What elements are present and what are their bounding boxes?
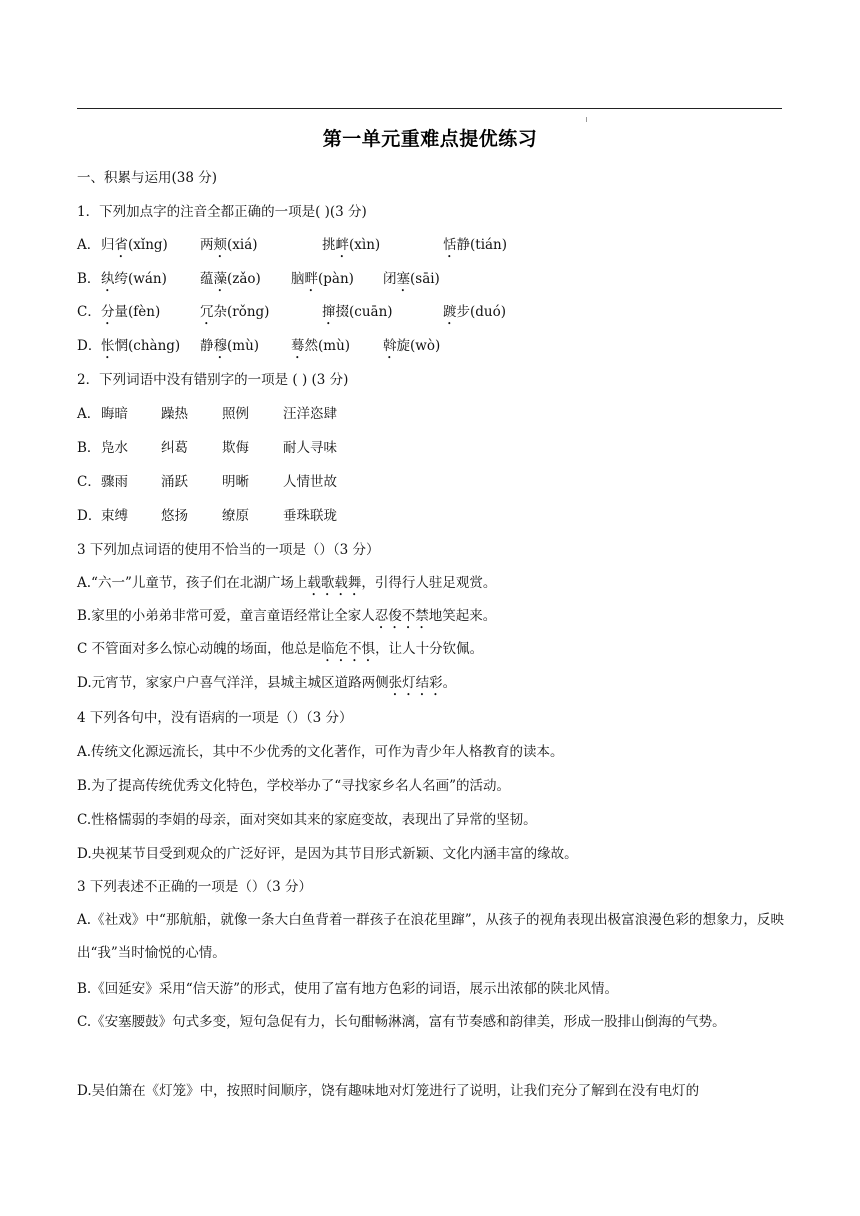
q3-option-d: D.元宵节，家家户户喜气洋洋，县城主城区道路两侧张灯结彩。 <box>77 675 457 691</box>
header-rule <box>77 108 782 109</box>
q1-option-c: C． 分量(fèn) 冗杂(rǒng) 撺掇(cuān) 踱步(duó) <box>77 304 506 320</box>
q4-option-b: B.为了提高传统优秀文化特色，学校举办了“寻找家乡名人名画”的活动。 <box>77 778 511 794</box>
page-title: 第一单元重难点提优练习 <box>322 128 538 150</box>
q2-option-a: A． 晦暗 躁热 照例 汪洋恣肆 <box>77 406 337 422</box>
q5-option-a: A.《社戏》中“那航船，就像一条大白鱼背着一群孩子在浪花里蹿”，从孩子的视角表现出极富浪漫色彩的想象力，反映出“我”当时愉悦的心情。 <box>77 912 784 961</box>
q5-option-b: B.《回延安》采用“信天游”的形式，使用了富有地方色彩的词语，展示出浓郁的陕北风情。 <box>77 981 619 997</box>
q4-option-d: D.央视某节目受到观众的广泛好评，是因为其节目形式新颖、文化内涵丰富的缘故。 <box>77 846 578 862</box>
option-label: B． <box>77 271 101 287</box>
q4-option-a: A.传统文化源远流长，其中不少优秀的文化著作，可作为青少年人格教育的读本。 <box>77 744 564 760</box>
q5-option-d: D.吴伯箫在《灯笼》中，按照时间顺序，饶有趣味地对灯笼进行了说明，让我们充分了解到在没有电灯的 <box>77 1083 700 1099</box>
q5-stem: 3 下列表述不正确的一项是（）（3 分） <box>77 879 313 895</box>
q5-option-c: C.《安塞腰鼓》句式多变，短句急促有力，长句酣畅淋漓，富有节奏感和韵律美，形成一股排山倒海的气势。 <box>77 1014 726 1030</box>
q2-option-b: B． 凫水 纠葛 欺侮 耐人寻味 <box>77 440 337 456</box>
header-tick-mark <box>586 117 587 122</box>
q1-option-a: A． 归省(xǐng) 两颊(xiá) 挑衅(xìn) 恬静(tián) <box>77 237 508 253</box>
q4-option-c: C.性格懦弱的李娟的母亲，面对突如其来的家庭变故，表现出了异常的坚韧。 <box>77 812 537 828</box>
q3-option-b: B.家里的小弟弟非常可爱，童言童语经常让全家人忍俊不禁地笑起来。 <box>77 608 497 624</box>
q1-option-d: D． 怅惘(chàng) 静穆(mù) 蓦然(mù) 斡旋(wò) <box>77 338 441 354</box>
option-label: C． <box>77 304 101 320</box>
q1-stem: 1．下列加点字的注音全都正确的一项是( )(3 分) <box>77 204 367 220</box>
q4-stem: 4 下列各句中，没有语病的一项是（）（3 分） <box>77 710 353 726</box>
section-heading: 一、积累与运用(38 分) <box>77 170 218 186</box>
q3-option-a: A.“六一”儿童节，孩子们在北湖广场上载歌载舞，引得行人驻足观赏。 <box>77 575 497 591</box>
q2-option-c: C． 骤雨 涌跃 明晰 人情世故 <box>77 474 337 490</box>
option-label: A． <box>77 237 101 253</box>
q1-option-b: B． 纨绔(wán) 蕴藻(zǎo) 脑畔(pàn) 闭塞(sāi) <box>77 271 440 287</box>
q3-stem: 3 下列加点词语的使用不恰当的一项是（）（3 分） <box>77 542 380 558</box>
q2-stem: 2．下列词语中没有错别字的一项是 ( ) (3 分) <box>77 372 349 388</box>
q3-option-c: C 不管面对多么惊心动魄的场面，他总是临危不惧，让人十分钦佩。 <box>77 641 484 657</box>
q2-option-d: D． 束缚 悠扬 缭原 垂珠联珑 <box>77 508 337 524</box>
option-label: D． <box>77 338 102 354</box>
